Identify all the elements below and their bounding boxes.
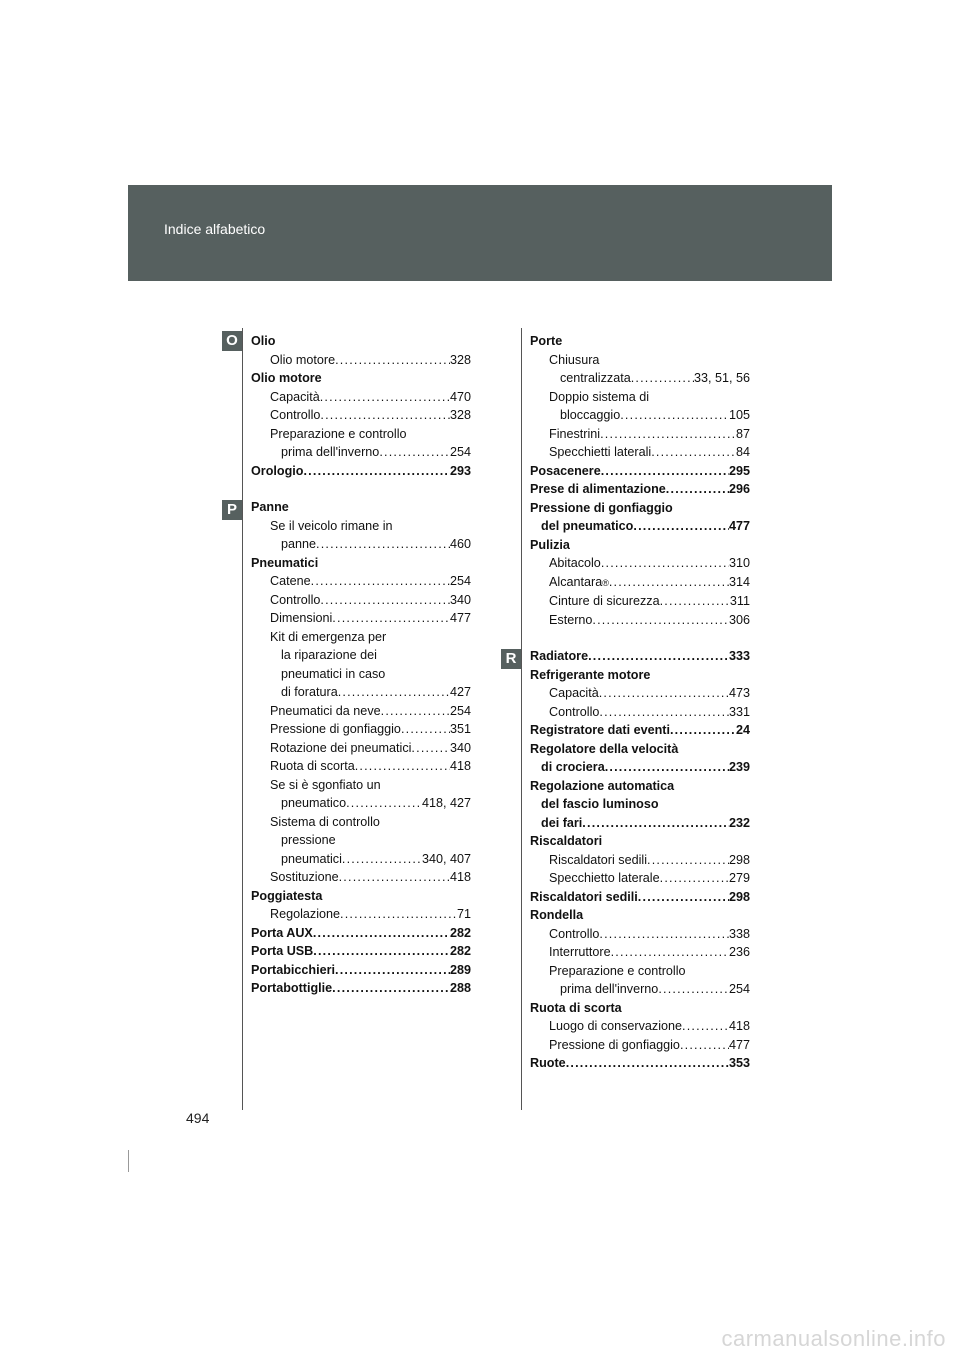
entry-page: 33, 51, 56 <box>693 371 750 385</box>
index-entry <box>530 684 750 703</box>
right-column-rule <box>521 328 522 1110</box>
entry-text: Radiatore <box>530 649 589 663</box>
entry-page: 328 <box>449 408 471 422</box>
entry-text: dei fari <box>541 815 583 830</box>
index-entry: Rondella <box>530 908 584 922</box>
leader-dots <box>638 888 729 907</box>
entry-text: Luogo di conservazione <box>549 1019 683 1033</box>
entry-text: Sostituzione <box>270 870 339 884</box>
index-entry <box>251 702 471 721</box>
leader-dots <box>342 850 422 869</box>
entry-text: Posacenere <box>530 463 601 478</box>
entry-text: Controllo <box>549 926 600 941</box>
entry-page: 254 <box>449 703 471 718</box>
leader-dots <box>658 980 729 999</box>
leader-dots <box>411 739 450 758</box>
leader-dots <box>582 814 729 833</box>
entry-text: Esterno <box>549 612 593 627</box>
index-entry <box>530 703 750 722</box>
index-entry <box>530 1036 750 1055</box>
index-entry <box>251 979 471 998</box>
entry-page: 473 <box>728 686 750 700</box>
leader-dots <box>647 851 729 870</box>
index-entry: Chiusura <box>549 352 600 367</box>
leader-dots <box>335 351 450 370</box>
index-entry <box>251 388 471 407</box>
entry-text: Portabicchieri <box>251 962 335 977</box>
index-entry <box>251 905 471 924</box>
index-entry: Preparazione e controllo <box>549 963 686 978</box>
entry-page: 314 <box>728 574 750 589</box>
index-entry <box>251 462 471 481</box>
entry-page: 427 <box>449 685 471 699</box>
entry-text: Catene <box>270 574 311 588</box>
entry-page: 298 <box>728 889 750 904</box>
entry-text: Porta AUX <box>251 925 313 940</box>
leader-dots <box>599 925 729 944</box>
index-entry <box>251 757 471 776</box>
index-group-p <box>251 498 471 998</box>
entry-text: Registratore dati eventi <box>530 723 670 737</box>
entry-page: 279 <box>728 871 750 885</box>
leader-dots <box>599 684 729 703</box>
entry-page: 87 <box>735 426 750 441</box>
left-column <box>251 332 471 998</box>
entry-text: di crociera <box>541 760 605 774</box>
entry-page: 71 <box>456 907 471 921</box>
index-entry: Se il veicolo rimane in <box>270 518 393 533</box>
index-entry: Pneumatici <box>251 555 319 570</box>
section-letter-o: O <box>222 331 242 351</box>
entry-text: Riscaldatori sedili <box>530 889 638 904</box>
entry-text: pneumatico <box>281 796 347 810</box>
leader-dots <box>379 443 450 462</box>
leader-dots <box>381 702 450 721</box>
index-entry <box>251 961 471 980</box>
entry-text: bloccaggio <box>560 408 621 422</box>
index-entry <box>530 406 750 425</box>
entry-page: 333 <box>728 649 750 663</box>
entry-text: Pressione di gonfiaggio <box>549 1037 680 1052</box>
entry-page: 340 <box>449 592 471 607</box>
leader-dots <box>338 683 450 702</box>
index-entry: Olio motore <box>251 371 322 385</box>
entry-text: Olio motore <box>270 352 336 367</box>
index-entry <box>530 592 750 611</box>
index-entry <box>530 758 750 777</box>
entry-page: 84 <box>735 445 750 459</box>
entry-page: 351 <box>449 722 471 736</box>
entry-text: panne <box>281 537 317 551</box>
leader-dots <box>592 611 729 630</box>
index-entry: Ruota di scorta <box>530 1000 622 1015</box>
entry-page: 298 <box>728 852 750 867</box>
index-entry <box>530 869 750 888</box>
section-letter-r: R <box>501 649 521 669</box>
index-entry <box>251 609 471 628</box>
index-entry: Pressione di gonfiaggio <box>530 500 673 515</box>
entry-page: 282 <box>449 925 471 940</box>
entry-page: 311 <box>729 594 750 608</box>
entry-page: 296 <box>728 482 750 496</box>
index-entry: Kit di emergenza per <box>270 629 387 644</box>
entry-text: Finestrini <box>549 426 601 441</box>
index-entry: Riscaldatori <box>530 834 603 848</box>
index-entry <box>251 794 471 813</box>
entry-text: Interruttore <box>549 945 611 959</box>
leader-dots <box>670 721 736 740</box>
entry-text: Controllo <box>549 704 600 719</box>
index-entry <box>251 443 471 462</box>
entry-text: Controllo <box>270 592 321 607</box>
entry-page: 295 <box>728 463 750 478</box>
header-title: Indice alfabetico <box>164 221 266 237</box>
leader-dots <box>340 905 457 924</box>
index-entry <box>530 814 750 833</box>
leader-dots <box>332 979 450 998</box>
index-entry <box>251 720 471 739</box>
entry-page: 340 <box>449 740 471 755</box>
index-entry <box>530 1054 750 1073</box>
entry-text: Portabottiglie <box>251 981 333 995</box>
index-entry: la riparazione dei <box>281 648 377 662</box>
entry-page: 328 <box>449 352 471 367</box>
entry-text: Ruota di scorta <box>270 759 355 773</box>
entry-page: 254 <box>449 574 471 588</box>
index-entry <box>530 480 750 499</box>
entry-page: 340, 407 <box>421 851 471 866</box>
leader-dots <box>311 572 450 591</box>
footer-mark <box>128 1150 129 1172</box>
leader-dots <box>566 1054 729 1073</box>
index-entry <box>530 425 750 444</box>
leader-dots <box>588 647 729 666</box>
index-entry: Refrigerante motore <box>530 667 651 682</box>
index-entry <box>530 573 750 593</box>
index-entry: Olio <box>251 334 276 348</box>
leader-dots <box>631 369 694 388</box>
entry-text: Regolazione <box>270 907 341 921</box>
index-entry: Doppio sistema di <box>549 389 650 404</box>
leader-dots <box>316 535 450 554</box>
page-header <box>128 185 832 281</box>
index-entry <box>530 1017 750 1036</box>
entry-text: Orologio <box>251 463 304 478</box>
entry-text: Porta USB <box>251 944 314 958</box>
index-entry: Preparazione e controllo <box>270 426 407 441</box>
leader-dots <box>680 1036 729 1055</box>
entry-text: Capacità <box>270 389 320 404</box>
leader-dots <box>666 480 729 499</box>
entry-page: 254 <box>449 445 471 459</box>
entry-page: 254 <box>728 982 750 996</box>
index-entry <box>530 462 750 481</box>
entry-page: 105 <box>728 408 750 422</box>
entry-page: 477 <box>449 611 471 625</box>
index-entry: del fascio luminoso <box>541 797 659 811</box>
index-entry <box>251 739 471 758</box>
entry-page: 418, 427 <box>421 796 471 810</box>
leader-dots <box>346 794 422 813</box>
entry-text: pneumatici <box>281 851 342 866</box>
leader-dots <box>320 591 450 610</box>
index-entry <box>251 591 471 610</box>
entry-page: 418 <box>449 870 471 884</box>
leader-dots <box>660 592 730 611</box>
leader-dots <box>335 961 450 980</box>
index-entry: pressione <box>281 833 336 847</box>
index-entry <box>530 721 750 740</box>
leader-dots <box>605 758 729 777</box>
entry-page: 331 <box>728 704 750 719</box>
index-group-r <box>530 647 750 1073</box>
section-letter-p: P <box>222 500 242 520</box>
leader-dots <box>620 406 729 425</box>
entry-text: Prese di alimentazione <box>530 482 666 496</box>
index-entry: Panne <box>251 500 289 514</box>
leader-dots <box>660 869 729 888</box>
entry-page: 288 <box>449 981 471 995</box>
page-number: 494 <box>186 1110 210 1126</box>
index-entry: Poggiatesta <box>251 888 323 903</box>
entry-text: prima dell'inverno <box>560 982 659 996</box>
index-entry <box>530 369 750 388</box>
entry-page: 477 <box>728 1037 750 1052</box>
leader-dots <box>313 942 450 961</box>
entry-text: Pneumatici da neve <box>270 703 381 718</box>
right-column <box>530 332 750 1073</box>
entry-page: 236 <box>728 945 750 959</box>
entry-page: 477 <box>728 519 750 533</box>
index-entry: Porte <box>530 334 563 348</box>
entry-page: 239 <box>728 760 750 774</box>
index-entry <box>251 942 471 961</box>
index-entry <box>530 517 750 536</box>
leader-dots <box>682 1017 729 1036</box>
entry-text: Alcantara <box>549 574 603 589</box>
index-entry <box>251 924 471 943</box>
index-entry: Se si è sgonfiato un <box>270 777 381 792</box>
leader-dots <box>651 443 736 462</box>
entry-page: 460 <box>449 537 471 551</box>
entry-text: di foratura <box>281 685 338 699</box>
leader-dots <box>601 462 729 481</box>
entry-text: Riscaldatori sedili <box>549 852 647 867</box>
index-entry <box>251 535 471 554</box>
index-entry <box>251 406 471 425</box>
entry-page: 353 <box>728 1056 750 1070</box>
entry-text: Ruote <box>530 1056 566 1070</box>
entry-text: centralizzata <box>560 371 631 385</box>
entry-page: 282 <box>449 944 471 958</box>
leader-dots <box>313 924 450 943</box>
entry-page: 418 <box>449 759 471 773</box>
entry-text: del pneumatico <box>541 519 634 533</box>
leader-dots <box>332 609 450 628</box>
entry-page: 232 <box>728 815 750 830</box>
index-entry <box>530 647 750 666</box>
entry-text: Abitacolo <box>549 556 601 570</box>
leader-dots <box>303 462 450 481</box>
index-entry <box>530 443 750 462</box>
entry-text: Cinture di sicurezza <box>549 594 660 608</box>
entry-page: 24 <box>735 723 750 737</box>
index-entry <box>530 611 750 630</box>
entry-page: 418 <box>728 1019 750 1033</box>
entry-page: 470 <box>449 389 471 404</box>
registered-mark: ® <box>602 577 609 588</box>
index-entry: Regolazione automatica <box>530 778 675 793</box>
leader-dots <box>355 757 450 776</box>
index-entry <box>530 851 750 870</box>
leader-dots <box>339 868 450 887</box>
entry-text: prima dell'inverno <box>281 445 380 459</box>
index-entry <box>251 868 471 887</box>
leader-dots <box>601 554 729 573</box>
entry-text: Pressione di gonfiaggio <box>270 722 401 736</box>
index-entry <box>530 980 750 999</box>
leader-dots <box>320 406 450 425</box>
index-entry <box>251 351 471 370</box>
index-entry <box>251 572 471 591</box>
left-column-rule <box>242 328 243 1110</box>
entry-text: Controllo <box>270 408 321 422</box>
index-entry <box>530 554 750 573</box>
index-entry <box>530 943 750 962</box>
leader-dots <box>320 388 450 407</box>
index-entry <box>530 925 750 944</box>
index-entry: pneumatici in caso <box>281 666 386 681</box>
index-entry: Pulizia <box>530 537 570 552</box>
watermark: carmanualsonline.info <box>721 1326 946 1351</box>
leader-dots <box>599 703 729 722</box>
entry-text: Specchietti laterali <box>549 445 652 459</box>
leader-dots <box>600 425 736 444</box>
index-group-o <box>251 332 471 480</box>
leader-dots <box>611 943 729 962</box>
entry-page: 289 <box>449 962 471 977</box>
entry-page: 293 <box>449 463 471 478</box>
entry-text: Rotazione dei pneumatici <box>270 740 412 755</box>
entry-text: Specchietto laterale <box>549 871 660 885</box>
index-entry <box>530 888 750 907</box>
index-group-p-cont <box>530 332 750 629</box>
leader-dots <box>633 517 729 536</box>
index-entry: Sistema di controllo <box>270 814 380 829</box>
index-entry: Regolatore della velocità <box>530 741 679 756</box>
index-entry <box>251 850 471 869</box>
entry-text: Dimensioni <box>270 611 333 625</box>
leader-dots <box>401 720 450 739</box>
entry-page: 310 <box>728 556 750 570</box>
entry-page: 306 <box>728 612 750 627</box>
entry-text: Capacità <box>549 686 599 700</box>
index-entry <box>251 683 471 702</box>
leader-dots <box>609 573 729 592</box>
entry-page: 338 <box>728 926 750 941</box>
